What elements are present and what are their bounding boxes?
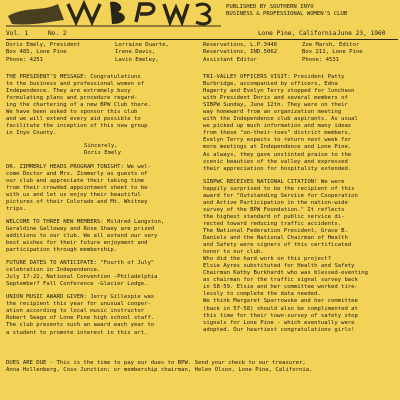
dues-notice-line: Anna Hollenberg, Coso Junction; or membership chairman, Helen Olson, Lone Pine, California.: [6, 367, 313, 374]
article-line: as chairman for the traffic signal survey back: [203, 277, 358, 284]
article-line: formulating plans and procedure regard-: [6, 95, 138, 102]
officer-line: Irene Davis,: [115, 49, 156, 56]
officer-line: Assistant Editor: [203, 56, 257, 63]
article-paragraph: [6, 219, 192, 254]
article-line: Robert Seago of Lone Pine high school staff.: [6, 315, 155, 322]
article-line: the highest standard of public service di-: [203, 213, 345, 220]
article-line: signals for Lone Pine - which eventually were: [203, 319, 355, 326]
article-line: We think Margaret Sparrowske and her committee: [203, 298, 358, 305]
officer-column: [302, 42, 363, 64]
article-line: from their crowded appointment sheet to be: [6, 184, 148, 191]
article-line: our club and appreciate their taking time: [6, 177, 145, 184]
article-line: from these "on-their-toes" district members.: [203, 130, 352, 137]
officer-line: Box 211, Lone Pine: [302, 49, 363, 56]
signature-line: Sincerely,: [84, 143, 118, 150]
publisher-line: BUSINESS & PROFESSIONAL WOMEN'S CLUB: [226, 11, 348, 17]
article-paragraph: [6, 74, 192, 137]
article-line: adopted. Our heartiest congratulations girls!: [203, 326, 355, 333]
article-line: this time for their town-survey of safety stop: [203, 312, 358, 319]
dues-notice-line: DUES ARE DUE - This is the time to pay our dues to BPW. Send your check to our treasurer,: [6, 360, 306, 366]
left-article-column: [6, 74, 192, 337]
article-paragraph: [6, 164, 192, 213]
masthead-lettering-art: [6, 0, 221, 28]
article-line: Chairman Kathy Burkhardt who was blessed-eventing: [203, 270, 369, 277]
article-line: their appreciation for hospitality extended.: [203, 165, 352, 172]
article-line: SIBPW Sunday, June 12th. They were on their: [203, 102, 348, 109]
officer-line: Zoe Marsh, Editor: [302, 42, 360, 48]
article-line: The club presents such an award each year to: [6, 322, 155, 329]
officer-line: Phone: 4531: [302, 56, 340, 63]
article-line: more meetings at Independence and Lone Pine.: [203, 144, 352, 151]
publisher-block: [226, 4, 398, 18]
article-line: in Inyo County.: [6, 130, 57, 137]
article-line: As always, they gave unstinted praise to the: [203, 151, 352, 158]
officer-line: Lorraine Duarte,: [115, 42, 169, 48]
article-line: We have been asked to sponsor this club: [6, 109, 138, 116]
article-line: Daniels and the National Chairman of Health: [203, 235, 348, 242]
article-line: with the Independence club aspirants. As usual: [203, 116, 358, 123]
issue-line: [6, 30, 396, 38]
right-article-column: [203, 74, 398, 334]
article-line: honor to our club.: [203, 249, 264, 256]
article-line: with us and let us enjoy their beautiful: [6, 191, 141, 198]
officer-column: [6, 42, 80, 64]
article-line: come Doctor and Mrs. Zimmerly as guests of: [6, 170, 148, 177]
issue-place: Lone Pine, California: [258, 30, 337, 37]
officer-line: Box 485, Lone Pine: [6, 49, 67, 56]
officer-column: [115, 42, 169, 64]
officer-column: [203, 42, 277, 64]
article-line: July 17-22, National Convention -Philadelphia: [6, 274, 158, 281]
officer-line: Phone: 4251: [6, 56, 44, 63]
article-line: and Active Participation in the nation-wide: [203, 199, 348, 206]
article-line: ing the chartering of a new BPW Club there.: [6, 102, 151, 109]
publisher-line: PUBLISHED BY SOUTHERN INYO: [226, 4, 314, 10]
article-line: FUTURE DATES TO ANTICIPATE: "Fourth of July": [6, 260, 155, 267]
article-paragraph: [203, 74, 398, 173]
dues-notice: [6, 360, 398, 375]
article-line: with President Doris and several members of: [203, 95, 348, 102]
article-line: pictures of their Colorado and Mt. Whitney: [6, 198, 148, 205]
article-line: WELCOME TO THREE NEW MEMBERS: Mildred Langston,: [6, 218, 165, 225]
article-line: in 58-59. Elsie and her committee worked tire-: [203, 284, 358, 291]
article-line: Evelyn Terry expects to return next week for: [203, 137, 352, 144]
article-line: September? Fall Conference -Glacier Lodge.: [6, 281, 148, 288]
signature-line: Doris Emely: [84, 150, 122, 157]
article-line: ation according to local music instructor: [6, 308, 145, 315]
article-line: and Safety were signers of this certificated: [203, 242, 352, 249]
article-paragraph: [6, 294, 192, 336]
officer-line: Doris Emely, President: [6, 42, 81, 48]
officer-line: Lavin Emeley,: [115, 56, 159, 63]
article-line: Burbridge, accompanied by officers, Edna: [203, 81, 338, 88]
article-line: a student to promote interest in this art.: [6, 329, 148, 336]
article-line: scenic beauties of the valley and expressed: [203, 158, 348, 165]
article-line: lessly to complete the data needed.: [203, 291, 321, 298]
article-line: Who did the hard work on this project?: [203, 256, 331, 263]
article-line: survey of the BPW Foundation." It reflects: [203, 206, 345, 213]
article-line: award for "Outstanding Service for Cooperation: [203, 192, 358, 199]
article-line: and we will extend every aid possible to: [6, 116, 141, 123]
issue-volume: Vol. 1: [6, 30, 29, 37]
article-line: way homeward from an organization meeting: [203, 109, 342, 116]
article-line: Geraldine Galloway and Rose Shaey are prized: [6, 225, 155, 232]
article-line: (back in 57-58) should also be complimented at: [203, 305, 358, 312]
article-line: SIBPWC RECEIVES NATIONAL CITATION! We were: [203, 178, 345, 185]
article-line: happily surprised to be the recipient of this: [203, 185, 355, 192]
article-line: celebration in Independence.: [6, 267, 101, 274]
issue-date: June 23, 1960: [337, 30, 386, 37]
article-line: Elsie Ayres substituted for Health and Safety: [203, 263, 355, 270]
article-line: DR. ZIMMERLY HEADS PROGRAM TONIGHT: We wel-: [6, 163, 151, 170]
article-line: The National Federation President, Grace B.: [203, 227, 348, 234]
issue-number: No. 2: [48, 30, 67, 37]
article-line: participation through membership.: [6, 247, 118, 254]
officer-line: Reservations, L.P.3446: [203, 42, 278, 48]
article-line: TRI-VALLEY OFFICERS VISIT: President Patty: [203, 74, 345, 80]
officer-line: Reservations, IND.5062: [203, 49, 278, 56]
article-paragraph: [6, 260, 192, 288]
article-paragraph: [203, 179, 398, 334]
article-line: trips.: [6, 205, 27, 212]
signature-block: [6, 143, 192, 157]
article-line: additions to our club. We all extend our very: [6, 232, 158, 239]
article-line: the recipient this year for unusual cooper-: [6, 301, 151, 308]
article-columns: [6, 74, 398, 360]
article-line: Hagerty and Evelyn Terry stopped for luncheon: [203, 88, 355, 95]
article-line: best wishes for their future enjoyment and: [6, 239, 148, 246]
article-line: UNION MUSIC AWARD GIVEN: Jerry Gillespie was: [6, 294, 155, 301]
article-line: rected toward reducing traffic accidents.: [203, 220, 342, 227]
article-line: Independence. They are extremely busy: [6, 88, 131, 95]
article-line: we picked up much information and many ideas: [203, 123, 352, 130]
article-line: THE PRESIDENT'S MESSAGE: Congratulations: [6, 74, 141, 80]
article-line: to the business and professional women of: [6, 81, 145, 88]
header-divider: [6, 39, 398, 40]
masthead-logo: [6, 0, 221, 28]
officers-roster: [6, 42, 398, 72]
article-line: facilitate the inception of this new group: [6, 123, 148, 130]
